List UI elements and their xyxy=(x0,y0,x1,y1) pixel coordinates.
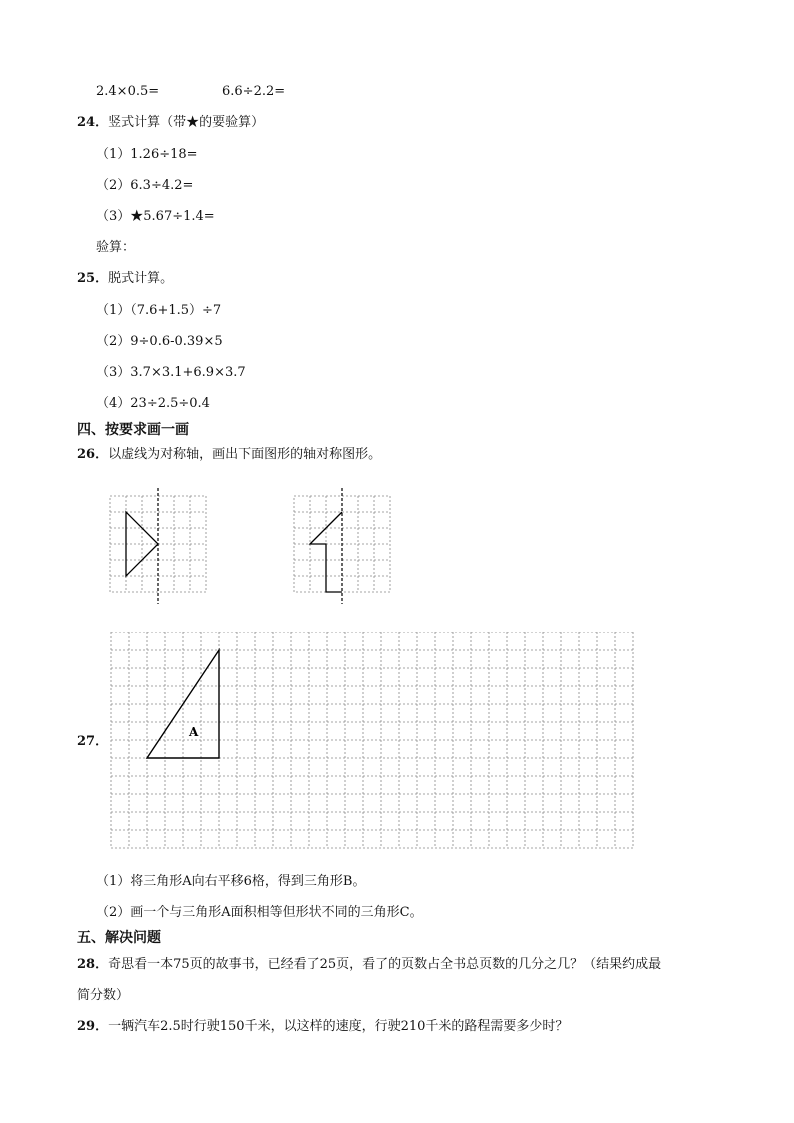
question-24 xyxy=(77,114,264,132)
question-number: 27． xyxy=(77,734,109,749)
q24-item-3: （3）★5.67÷1.4= xyxy=(96,209,215,224)
question-28-continued: 简分数） xyxy=(77,988,130,1003)
section-heading-5: 五、解决问题 xyxy=(77,930,161,946)
question-title: 竖式计算（带★的要验算） xyxy=(108,115,265,130)
question-title: 以虚线为对称轴，画出下面图形的轴对称图形。 xyxy=(108,447,382,462)
section-heading-4: 四、按要求画一画 xyxy=(77,422,189,438)
q24-check-label: 验算： xyxy=(96,240,136,255)
q25-item-1: （1）（7.6+1.5）÷7 xyxy=(96,303,222,318)
symmetry-figure-1 xyxy=(100,488,216,606)
q27-item-2: （2）画一个与三角形A面积相等但形状不同的三角形C。 xyxy=(96,905,423,920)
expression-6-6div2-2: 6.6÷2.2= xyxy=(222,84,286,99)
question-text: 奇思看一本75页的故事书，已经看了25页，看了的页数占全书总页数的几分之几？（结果约成最 xyxy=(108,957,662,972)
question-25 xyxy=(77,270,173,288)
question-26 xyxy=(77,446,381,464)
q27-item-1: （1）将三角形A向右平移6格，得到三角形B。 xyxy=(96,874,366,889)
question-27 xyxy=(77,733,108,751)
question-29 xyxy=(77,1018,568,1036)
triangle-a-label: A xyxy=(189,725,199,739)
expression-2-4x0-5: 2.4×0.5= xyxy=(96,84,160,99)
question-number: 29． xyxy=(77,1019,109,1034)
q25-item-3: （3）3.7×3.1+6.9×3.7 xyxy=(96,365,246,380)
question-number: 25． xyxy=(77,271,109,286)
q24-item-1: （1）1.26÷18= xyxy=(96,147,198,162)
grid-lines xyxy=(111,632,633,848)
question-title: 脱式计算。 xyxy=(108,271,174,286)
question-text: 一辆汽车2.5时行驶150千米，以这样的速度，行驶210千米的路程需要多少时？ xyxy=(108,1019,569,1034)
q25-item-4: （4）23÷2.5÷0.4 xyxy=(96,396,210,411)
question-number: 28． xyxy=(77,957,109,972)
symmetry-figure-2 xyxy=(288,488,404,606)
q24-item-2: （2）6.3÷4.2= xyxy=(96,178,194,193)
question-number: 24． xyxy=(77,115,109,130)
question-number: 26． xyxy=(77,447,109,462)
question-28 xyxy=(77,956,661,974)
translation-grid xyxy=(110,632,638,850)
q25-item-2: （2）9÷0.6-0.39×5 xyxy=(96,334,223,349)
